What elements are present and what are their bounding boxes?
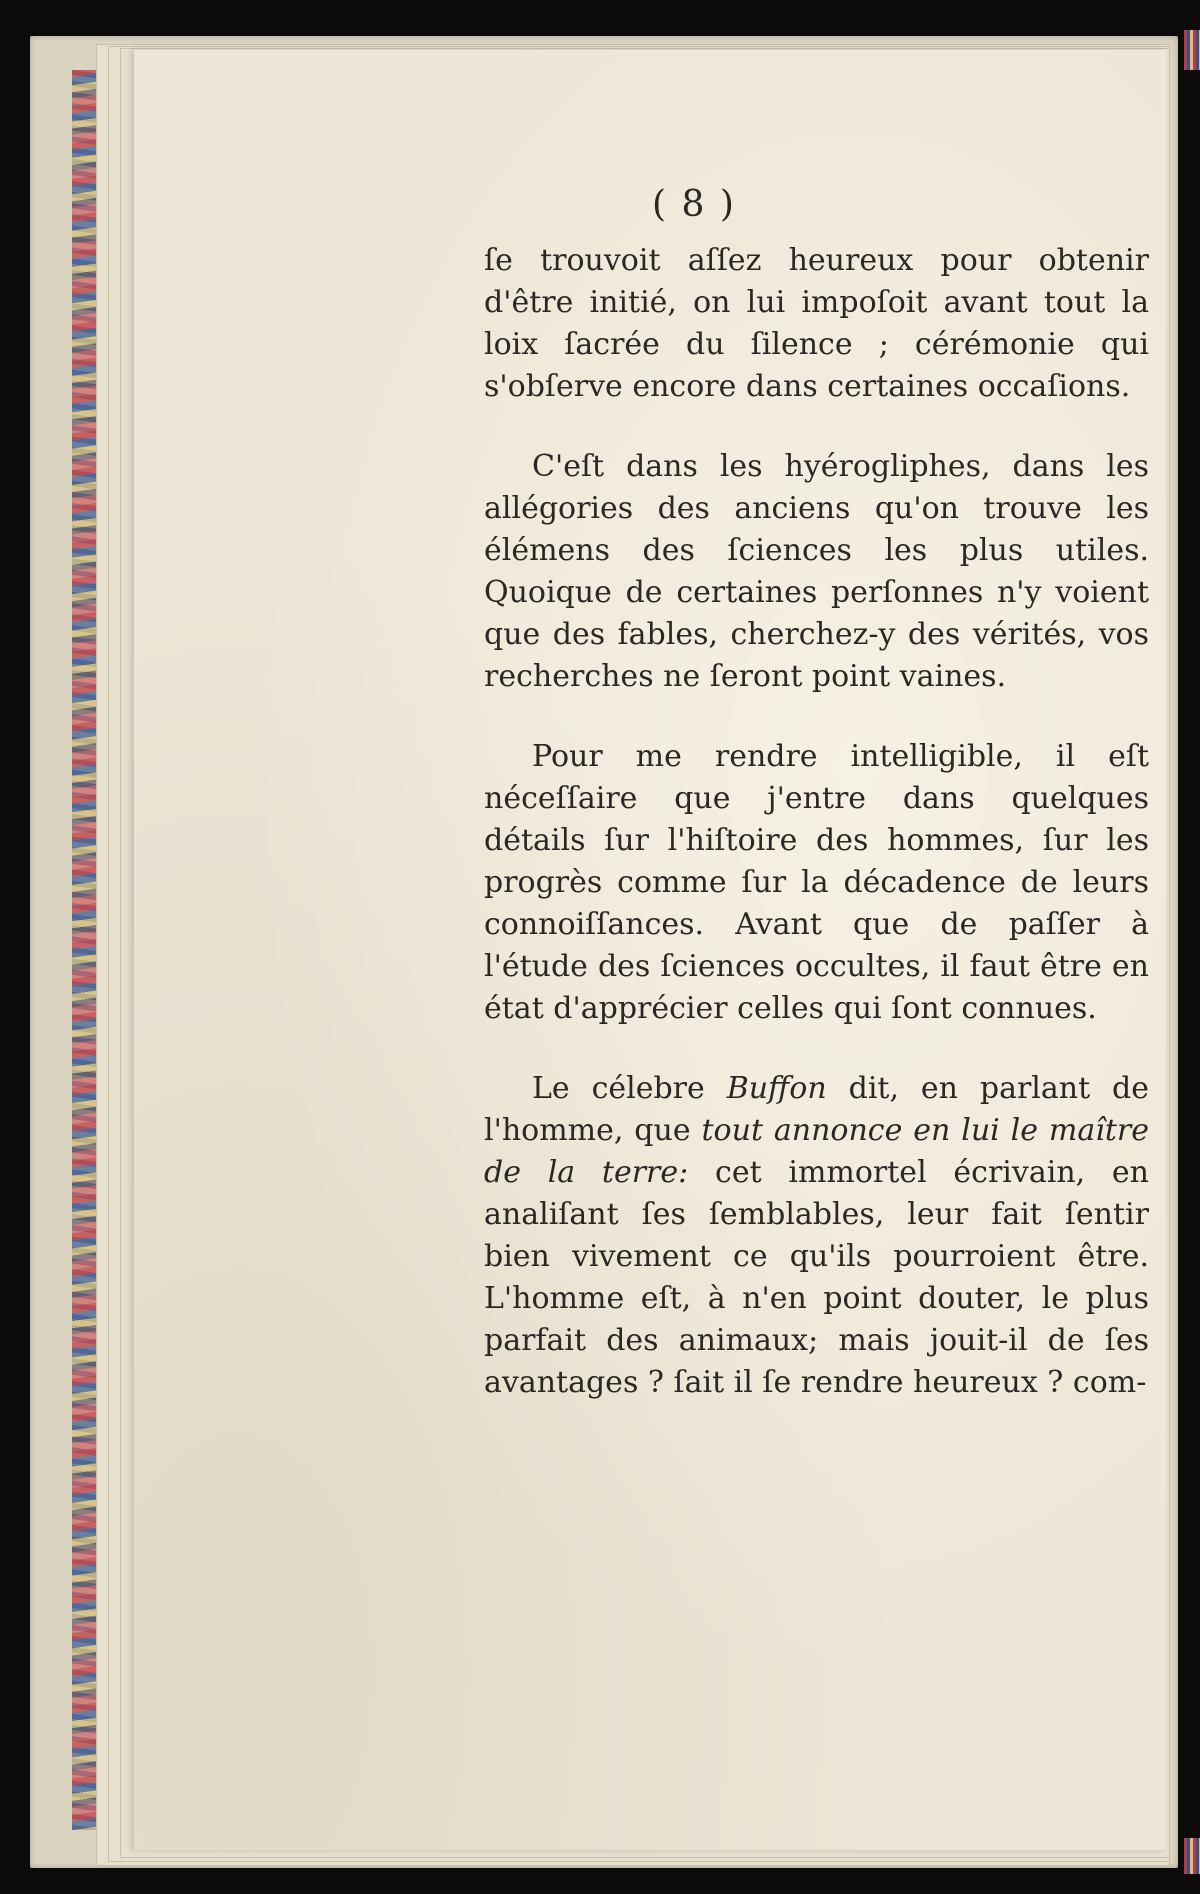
paragraph-text <box>484 1068 1149 1404</box>
page-body <box>484 240 1149 1442</box>
paragraph-text: ſe trouvoit aſſez heureux pour obtenir d'être initié, on lui impoſoit avant tout la loix ſacrée du ſilence ; cérémonie qui s'obſerve encore dans certaines occaſions. <box>484 243 1149 404</box>
paragraph-2 <box>484 446 1149 698</box>
buffon-quote: tout annonce en lui le maître de la terre: <box>484 1113 1149 1190</box>
marbled-corner-top <box>1184 30 1200 70</box>
paragraph-text: C'eſt dans les hyérogliphes, dans les allégories des anciens qu'on trouve les élémens des ſciences les plus utiles. Quoique de certaines perſonnes n'y voient que des fables, cherchez-y des vérités, vos recherches ne ſeront point vaines. <box>484 449 1149 694</box>
paragraph-text: Pour me rendre intelligible, il eſt néceſſaire que j'entre dans quelques détails ſur l'hiſtoire des hommes, ſur les progrès comme ſur la décadence de leurs connoiſſances. Avant que de paſſer à l'étude des ſciences occultes, il faut être en état d'apprécier celles qui ſont connues. <box>484 739 1149 1026</box>
buffon-lead: Le célebre <box>532 1071 705 1106</box>
page-number: ( 8 ) <box>652 184 736 225</box>
paragraph-4 <box>484 1068 1149 1404</box>
paragraph-1 <box>484 240 1149 408</box>
buffon-name: Buffon <box>726 1071 827 1106</box>
buffon-after-name: dit, en parlant de l'homme, que <box>484 1071 1149 1148</box>
paragraph-3 <box>484 736 1149 1030</box>
book-page <box>134 50 1166 1850</box>
buffon-rest: cet immortel écrivain, en analiſant ſes ſemblables, leur fait ſentir bien vivement ce qu'ils pourroient être. L'homme eſt, à n'en point douter, le plus parfait des animaux; mais jouit-il de ſes avantages ? ſait il ſe rendre heureux ? com- <box>484 1155 1149 1400</box>
marbled-corner-bottom <box>1184 1838 1200 1874</box>
